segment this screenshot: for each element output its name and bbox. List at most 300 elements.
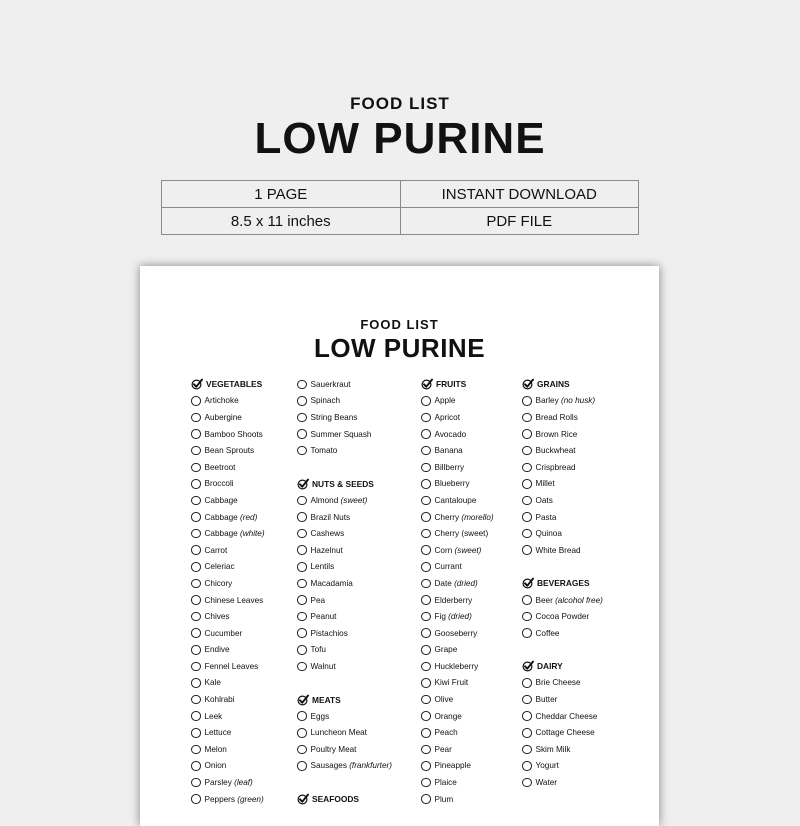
food-item: [421, 758, 494, 775]
food-name: Luncheon Meat: [310, 728, 367, 738]
food-name: Skim Milk: [535, 744, 571, 754]
food-column-2: [297, 376, 392, 807]
food-item: [191, 708, 265, 725]
food-item: [191, 426, 265, 443]
food-item: [522, 492, 603, 509]
checkbox-circle-icon[interactable]: [191, 695, 201, 705]
food-name: Pineapple: [434, 761, 471, 771]
food-item: [522, 758, 603, 775]
food-item: [522, 509, 603, 526]
checkbox-circle-icon[interactable]: [191, 413, 201, 423]
food-item: [297, 592, 392, 609]
info-cell-download: INSTANT DOWNLOAD: [400, 181, 639, 208]
checkbox-circle-icon[interactable]: [421, 429, 431, 439]
food-item: [297, 393, 392, 410]
food-name: Huckleberry: [434, 661, 479, 671]
category-label: SEAFOODS: [312, 794, 359, 805]
food-name: Peach: [434, 728, 458, 738]
food-item: [421, 542, 494, 559]
food-item: [297, 376, 392, 393]
checkbox-circle-icon[interactable]: [421, 662, 431, 672]
food-item: [191, 459, 265, 476]
food-name: Water: [535, 778, 558, 788]
food-item: [522, 608, 603, 625]
food-column-1: [191, 376, 265, 807]
food-name: Aubergine: [204, 412, 242, 422]
checkbox-circle-icon[interactable]: [191, 446, 201, 456]
checkbox-circle-icon[interactable]: [421, 645, 431, 655]
food-item: [191, 476, 265, 493]
food-item: [421, 492, 494, 509]
checkbox-circle-icon[interactable]: [191, 794, 201, 804]
food-name: Brazil Nuts: [310, 512, 351, 522]
food-item: [421, 791, 494, 808]
food-name: String Beans: [310, 412, 358, 422]
checkbox-circle-icon[interactable]: [421, 595, 431, 605]
checkbox-circle-icon[interactable]: [191, 628, 201, 638]
food-item: [421, 642, 494, 659]
category-heading: [522, 376, 603, 393]
sheet-subtitle: FOOD LIST: [360, 317, 439, 332]
food-item: [522, 476, 603, 493]
food-item: [297, 658, 392, 675]
checkbox-circle-icon[interactable]: [421, 761, 431, 771]
food-item: [522, 691, 603, 708]
checkbox-circle-icon[interactable]: [191, 711, 201, 721]
checkbox-circle-icon[interactable]: [421, 562, 431, 572]
food-item: [191, 741, 265, 758]
food-item: [522, 625, 603, 642]
info-row: [162, 208, 639, 235]
checkbox-circle-icon[interactable]: [191, 612, 201, 622]
food-item: [191, 774, 265, 791]
food-item: [522, 708, 603, 725]
checkbox-circle-icon[interactable]: [421, 446, 431, 456]
checkbox-circle-icon[interactable]: [297, 562, 307, 572]
food-name: Cucumber: [204, 628, 243, 638]
food-name: Brie Cheese: [535, 678, 581, 688]
food-name: Eggs: [310, 711, 330, 721]
food-name: Yogurt: [535, 761, 559, 771]
food-item: [421, 741, 494, 758]
food-column-4: [522, 376, 603, 791]
checked-circle-icon: [421, 378, 433, 390]
food-name: Kohlrabi: [204, 695, 235, 705]
info-cell-format: PDF FILE: [400, 208, 639, 235]
checked-circle-icon: [522, 660, 534, 672]
info-cell-pages: 1 PAGE: [162, 181, 401, 208]
checkbox-circle-icon[interactable]: [297, 595, 307, 605]
food-name: Cocoa Powder: [535, 612, 590, 622]
food-note: (dried): [448, 612, 472, 622]
checkbox-circle-icon[interactable]: [191, 396, 201, 406]
checkbox-circle-icon[interactable]: [191, 463, 201, 473]
info-table: [161, 180, 639, 235]
food-name: Oats: [535, 495, 553, 505]
checkbox-circle-icon[interactable]: [421, 479, 431, 489]
checked-circle-icon: [297, 694, 309, 706]
category-heading: [522, 575, 603, 592]
food-item: [297, 724, 392, 741]
food-item: [297, 758, 392, 775]
checkbox-circle-icon[interactable]: [522, 711, 532, 721]
checkbox-circle-icon[interactable]: [297, 579, 307, 589]
food-name: Grape: [434, 645, 458, 655]
checked-circle-icon: [522, 577, 534, 589]
checkbox-circle-icon[interactable]: [297, 396, 307, 406]
category-label: BEVERAGES: [537, 578, 590, 589]
food-item: [522, 409, 603, 426]
food-item: [522, 459, 603, 476]
spacer: [522, 642, 603, 659]
checkbox-circle-icon[interactable]: [297, 711, 307, 721]
food-name: Tofu: [310, 645, 326, 655]
food-item: [522, 442, 603, 459]
food-note: (white): [240, 529, 265, 539]
food-item: [191, 542, 265, 559]
food-item: [191, 608, 265, 625]
food-name: Sauerkraut: [310, 379, 351, 389]
food-item: [421, 459, 494, 476]
food-item: [421, 691, 494, 708]
food-item: [421, 658, 494, 675]
food-item: [522, 741, 603, 758]
checkbox-circle-icon[interactable]: [421, 612, 431, 622]
food-name: Melon: [204, 744, 227, 754]
checkbox-circle-icon[interactable]: [297, 413, 307, 423]
food-item: [191, 575, 265, 592]
food-item: [421, 442, 494, 459]
checkbox-circle-icon[interactable]: [522, 429, 532, 439]
food-item: [191, 509, 265, 526]
food-name: Kiwi Fruit: [434, 678, 469, 688]
checkbox-circle-icon[interactable]: [191, 728, 201, 738]
food-item: [522, 525, 603, 542]
food-item: [191, 691, 265, 708]
checkbox-circle-icon[interactable]: [297, 662, 307, 672]
food-item: [522, 592, 603, 609]
checkbox-circle-icon[interactable]: [297, 529, 307, 539]
checkbox-circle-icon[interactable]: [421, 529, 431, 539]
food-name: Pistachios: [310, 628, 348, 638]
food-name: White Bread: [535, 545, 581, 555]
food-name: Bamboo Shoots: [204, 429, 263, 439]
food-name: Macadamia: [310, 578, 353, 588]
food-name: Butter: [535, 695, 558, 705]
checkbox-circle-icon[interactable]: [297, 446, 307, 456]
checkbox-circle-icon[interactable]: [297, 429, 307, 439]
food-item: [297, 575, 392, 592]
food-name: Barley: [535, 396, 559, 406]
food-item: [421, 525, 494, 542]
food-name: Cherry (sweet): [434, 529, 489, 539]
food-name: Cabbage: [204, 512, 238, 522]
food-item: [421, 608, 494, 625]
checkbox-circle-icon[interactable]: [421, 579, 431, 589]
checkbox-circle-icon[interactable]: [297, 628, 307, 638]
checkbox-circle-icon[interactable]: [297, 761, 307, 771]
food-name: Cabbage: [204, 529, 238, 539]
food-column-3: [421, 376, 494, 807]
food-name: Plum: [434, 794, 454, 804]
checkbox-circle-icon[interactable]: [421, 794, 431, 804]
checkbox-circle-icon[interactable]: [421, 745, 431, 755]
food-note: (alcohol free): [555, 595, 603, 605]
checkbox-circle-icon[interactable]: [522, 529, 532, 539]
checkbox-circle-icon[interactable]: [522, 628, 532, 638]
food-item: [421, 509, 494, 526]
food-name: Cashews: [310, 529, 345, 539]
checkbox-circle-icon[interactable]: [191, 562, 201, 572]
food-item: [421, 393, 494, 410]
category-label: GRAINS: [537, 379, 570, 390]
food-name: Hazelnut: [310, 545, 343, 555]
food-note: (frankfurter): [349, 761, 392, 771]
food-item: [191, 409, 265, 426]
food-name: Cheddar Cheese: [535, 711, 598, 721]
checkbox-circle-icon[interactable]: [297, 512, 307, 522]
food-item: [191, 675, 265, 692]
food-item: [191, 625, 265, 642]
checkbox-circle-icon[interactable]: [421, 463, 431, 473]
food-name: Chives: [204, 612, 230, 622]
food-item: [421, 708, 494, 725]
food-name: Fennel Leaves: [204, 661, 259, 671]
checkbox-circle-icon[interactable]: [522, 512, 532, 522]
checkbox-circle-icon[interactable]: [522, 695, 532, 705]
food-name: Pasta: [535, 512, 557, 522]
checkbox-circle-icon[interactable]: [522, 612, 532, 622]
food-item: [191, 642, 265, 659]
category-heading: [297, 791, 392, 808]
checkbox-circle-icon[interactable]: [522, 678, 532, 688]
food-name: Sausages: [310, 761, 347, 771]
checkbox-circle-icon[interactable]: [522, 761, 532, 771]
checkbox-circle-icon[interactable]: [522, 778, 532, 788]
food-item: [421, 426, 494, 443]
food-name: Cottage Cheese: [535, 728, 595, 738]
food-item: [297, 642, 392, 659]
food-item: [191, 758, 265, 775]
food-item: [297, 525, 392, 542]
food-item: [421, 724, 494, 741]
checkbox-circle-icon[interactable]: [297, 612, 307, 622]
food-name: Bean Sprouts: [204, 446, 255, 456]
food-item: [421, 559, 494, 576]
food-item: [191, 559, 265, 576]
food-item: [191, 492, 265, 509]
checkbox-circle-icon[interactable]: [297, 380, 307, 390]
checkbox-circle-icon[interactable]: [191, 778, 201, 788]
checkbox-circle-icon[interactable]: [191, 529, 201, 539]
food-item: [297, 409, 392, 426]
food-name: Date: [434, 578, 452, 588]
checkbox-circle-icon[interactable]: [191, 645, 201, 655]
food-item: [297, 509, 392, 526]
food-item: [191, 658, 265, 675]
food-name: Currant: [434, 562, 462, 572]
category-heading: [522, 658, 603, 675]
food-name: Cherry: [434, 512, 460, 522]
checkbox-circle-icon[interactable]: [421, 711, 431, 721]
info-cell-size: 8.5 x 11 inches: [162, 208, 401, 235]
checkbox-circle-icon[interactable]: [297, 745, 307, 755]
food-name: Corn: [434, 545, 453, 555]
food-note: (no husk): [561, 396, 596, 406]
checkbox-circle-icon[interactable]: [191, 429, 201, 439]
checkbox-circle-icon[interactable]: [522, 728, 532, 738]
checked-circle-icon: [297, 793, 309, 805]
food-item: [421, 592, 494, 609]
food-note: (sweet): [340, 495, 368, 505]
checkbox-circle-icon[interactable]: [191, 496, 201, 506]
food-item: [522, 542, 603, 559]
food-name: Artichoke: [204, 396, 239, 406]
checked-circle-icon: [297, 478, 309, 490]
food-name: Peppers: [204, 794, 235, 804]
food-note: (green): [237, 794, 264, 804]
food-note: (morello): [461, 512, 494, 522]
food-name: Almond: [310, 495, 339, 505]
food-name: Beer: [535, 595, 553, 605]
header-subtitle: FOOD LIST: [350, 94, 450, 113]
food-name: Leek: [204, 711, 223, 721]
food-item: [297, 708, 392, 725]
food-name: Olive: [434, 695, 454, 705]
food-item: [421, 675, 494, 692]
checkbox-circle-icon[interactable]: [421, 728, 431, 738]
food-name: Coffee: [535, 628, 560, 638]
food-item: [522, 393, 603, 410]
food-name: Onion: [204, 761, 227, 771]
checked-circle-icon: [191, 378, 203, 390]
food-name: Celeriac: [204, 562, 235, 572]
food-name: Plaice: [434, 778, 457, 788]
checkbox-circle-icon[interactable]: [191, 595, 201, 605]
printable-sheet: [140, 266, 659, 826]
food-name: Pea: [310, 595, 326, 605]
checkbox-circle-icon[interactable]: [421, 628, 431, 638]
checkbox-circle-icon[interactable]: [191, 512, 201, 522]
food-name: Quinoa: [535, 529, 562, 539]
food-item: [522, 426, 603, 443]
category-heading: [191, 376, 265, 393]
category-label: FRUITS: [436, 379, 467, 390]
checkbox-circle-icon[interactable]: [522, 396, 532, 406]
food-item: [297, 542, 392, 559]
food-name: Chinese Leaves: [204, 595, 264, 605]
food-item: [522, 675, 603, 692]
info-row: [162, 181, 639, 208]
checkbox-circle-icon[interactable]: [297, 728, 307, 738]
header-title: LOW PURINE: [254, 114, 546, 163]
food-name: Cabbage: [204, 495, 238, 505]
food-name: Kale: [204, 678, 221, 688]
category-heading: [421, 376, 494, 393]
food-name: Beetroot: [204, 462, 236, 472]
food-name: Poultry Meat: [310, 744, 357, 754]
food-name: Lettuce: [204, 728, 232, 738]
checkbox-circle-icon[interactable]: [522, 463, 532, 473]
checkbox-circle-icon[interactable]: [191, 479, 201, 489]
food-item: [297, 426, 392, 443]
checkbox-circle-icon[interactable]: [421, 545, 431, 555]
checkbox-circle-icon[interactable]: [421, 496, 431, 506]
category-label: DAIRY: [537, 661, 563, 672]
checkbox-circle-icon[interactable]: [522, 446, 532, 456]
food-item: [191, 592, 265, 609]
checkbox-circle-icon[interactable]: [191, 545, 201, 555]
category-heading: [297, 476, 392, 493]
checkbox-circle-icon[interactable]: [297, 545, 307, 555]
food-note: (dried): [454, 578, 478, 588]
food-item: [191, 791, 265, 808]
category-label: NUTS & SEEDS: [312, 478, 374, 489]
checkbox-circle-icon[interactable]: [421, 512, 431, 522]
category-label: MEATS: [312, 694, 341, 705]
checkbox-circle-icon[interactable]: [191, 579, 201, 589]
food-name: Pear: [434, 744, 452, 754]
food-name: Apricot: [434, 412, 460, 422]
food-name: Crispbread: [535, 462, 576, 472]
food-name: Summer Squash: [310, 429, 372, 439]
food-name: Parsley: [204, 778, 232, 788]
food-item: [421, 575, 494, 592]
checkbox-circle-icon[interactable]: [297, 645, 307, 655]
food-item: [297, 492, 392, 509]
food-item: [297, 442, 392, 459]
checkbox-circle-icon[interactable]: [421, 678, 431, 688]
food-name: Billberry: [434, 462, 465, 472]
food-item: [191, 525, 265, 542]
checkbox-circle-icon[interactable]: [297, 496, 307, 506]
checkbox-circle-icon[interactable]: [522, 496, 532, 506]
food-name: Endive: [204, 645, 230, 655]
food-name: Broccoli: [204, 479, 234, 489]
spacer: [297, 774, 392, 791]
food-name: Chicory: [204, 578, 233, 588]
checkbox-circle-icon[interactable]: [421, 695, 431, 705]
food-item: [522, 724, 603, 741]
checkbox-circle-icon[interactable]: [522, 595, 532, 605]
food-item: [191, 724, 265, 741]
checkbox-circle-icon[interactable]: [522, 413, 532, 423]
food-name: Peanut: [310, 612, 337, 622]
food-name: Apple: [434, 396, 456, 406]
checkbox-circle-icon[interactable]: [522, 479, 532, 489]
checkbox-circle-icon[interactable]: [191, 745, 201, 755]
food-name: Brown Rice: [535, 429, 578, 439]
checkbox-circle-icon[interactable]: [522, 545, 532, 555]
checkbox-circle-icon[interactable]: [522, 745, 532, 755]
food-item: [297, 608, 392, 625]
checkbox-circle-icon[interactable]: [191, 662, 201, 672]
food-name: Bread Rolls: [535, 412, 578, 422]
checkbox-circle-icon[interactable]: [191, 678, 201, 688]
spacer: [297, 675, 392, 692]
food-item: [421, 625, 494, 642]
checkbox-circle-icon[interactable]: [191, 761, 201, 771]
food-note: (leaf): [234, 778, 253, 788]
checkbox-circle-icon[interactable]: [421, 778, 431, 788]
spacer: [297, 459, 392, 476]
food-item: [421, 476, 494, 493]
checkbox-circle-icon[interactable]: [421, 413, 431, 423]
checkbox-circle-icon[interactable]: [421, 396, 431, 406]
food-item: [297, 741, 392, 758]
food-name: Fig: [434, 612, 446, 622]
food-name: Orange: [434, 711, 462, 721]
